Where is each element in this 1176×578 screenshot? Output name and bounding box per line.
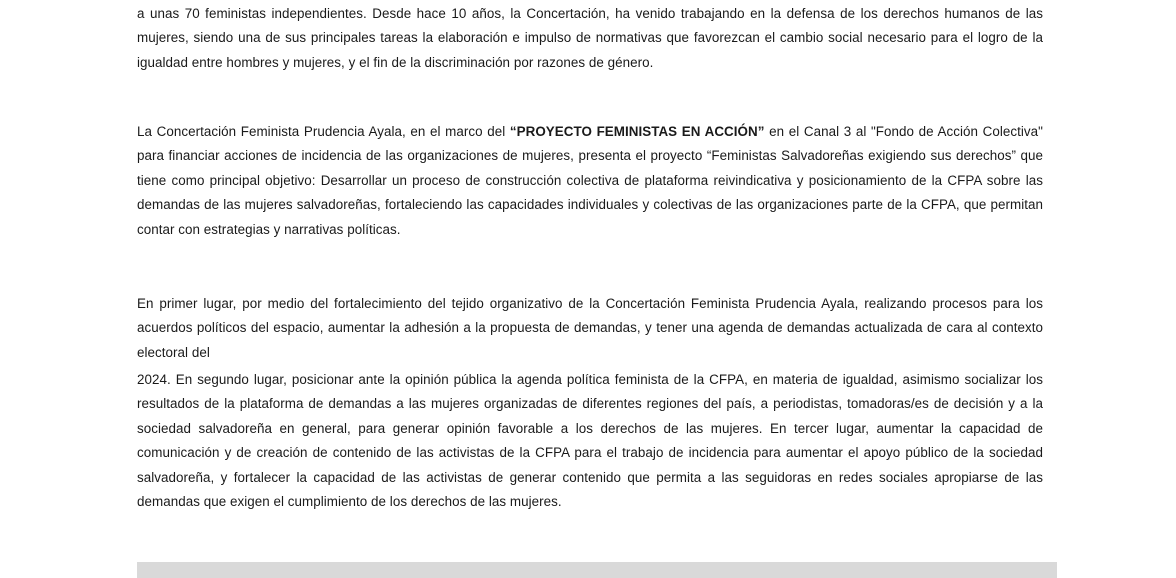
- paragraph-project: [137, 120, 1043, 242]
- paragraph-first-objective: En primer lugar, por medio del fortalecimiento del tejido organizativo de la Concertación Feminista Prudencia Ayala, realizando procesos para los acuerdos políticos del espacio, aumentar la adhesión a la propuesta de demandas, y tener una agenda de demandas actualizada de cara al contexto electoral del: [137, 296, 1043, 360]
- paragraph-objectives-continued: 2024. En segundo lugar, posicionar ante la opinión pública la agenda política feminista de la CFPA, en materia de igualdad, asimismo socializar los resultados de la plataforma de demandas a las mujeres organizadas de diferentes regiones del país, a periodistas, tomadoras/es de decisión y a la sociedad salvadoreña en general, para generar opinión favorable a los derechos de las mujeres. En tercer lugar, aumentar la capacidad de comunicación y de creación de contenido de las activistas de la CFPA para el trabajo de incidencia para aumentar el apoyo público de la sociedad salvadoreña, y fortalecer la capacidad de las activistas de generar contenido que permita a las seguidoras en redes sociales apropiarse de las demandas que exigen el cumplimiento de los derechos de las mujeres.: [137, 372, 1043, 510]
- paragraph-intro: a unas 70 feministas independientes. Desde hace 10 años, la Concertación, ha venido trabajando en la defensa de los derechos humanos de las mujeres, siendo una de sus principales tareas la elaboración e impulso de normativas que favorezcan el cambio social necesario para el logro de la igualdad entre hombres y mujeres, y el fin de la discriminación por razones de género.: [137, 6, 1043, 70]
- project-name-bold: “PROYECTO FEMINISTAS EN ACCIÓN”: [509, 124, 765, 139]
- paragraph-project-rest: en el Canal 3 al "Fondo de Acción Colectiva" para financiar acciones de incidencia de las organizaciones de mujeres, presenta el proyecto “Feministas Salvadoreñas exigiendo sus derechos” que tiene como principal objetivo: Desarrollar un proceso de construcción colectiva de plataforma reivindicativa y posicionamiento de la CFPA sobre las demandas de las mujeres salvadoreñas, fortaleciendo las capacidades individuales y colectivas de las organizaciones parte de la CFPA, que permitan contar con estrategias y narrativas políticas.: [137, 124, 1043, 237]
- table-header-bar: [137, 562, 1057, 578]
- paragraph-project-lead: La Concertación Feminista Prudencia Ayala, en el marco del: [137, 124, 510, 139]
